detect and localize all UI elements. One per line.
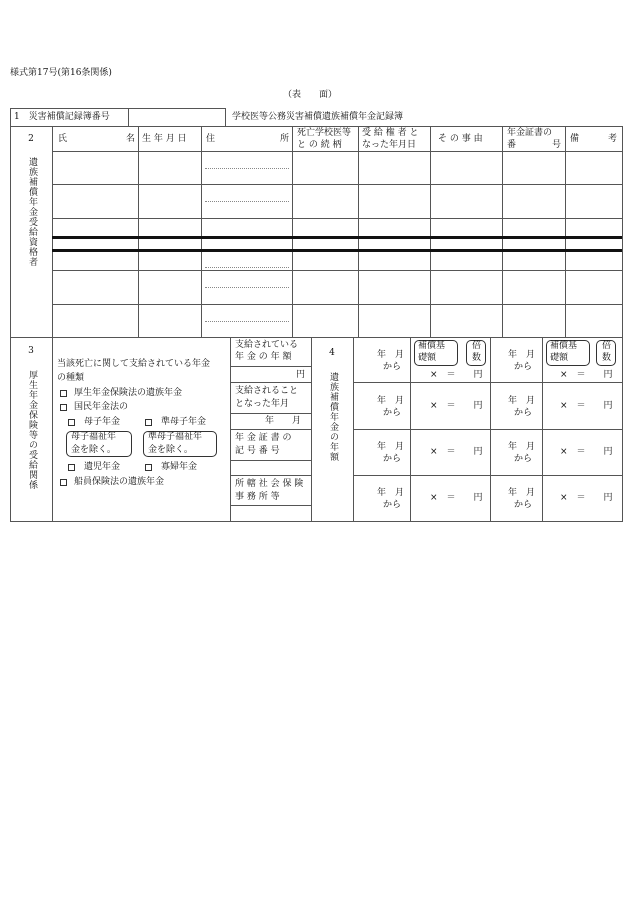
checkbox-national-pension[interactable] (60, 404, 67, 411)
base-label-2-left: 礎額 (418, 353, 437, 363)
s4-r1-formula-right: × ＝ 円 (560, 370, 613, 380)
mult-label-2-left: 数 (472, 353, 482, 363)
registry-number-label: 1 災害補償記録簿番号 (14, 112, 110, 122)
checkbox-widow[interactable] (145, 464, 152, 471)
note-2-line-1: 準母子福祉年 (148, 432, 203, 442)
s4-r1-ym-left: 年 月 (377, 350, 405, 360)
col-entitled-1: 受 給 権 者 と (362, 128, 419, 138)
base-label-2-right: 礎額 (550, 353, 569, 363)
s4-r3-from-right: から (514, 454, 533, 464)
document-title: 学校医等公務災害補償遺族補償年金記録簿 (232, 112, 404, 122)
s4-r3-ym-left: 年 月 (377, 442, 405, 452)
col-reason: そ の 事 由 (438, 134, 483, 144)
col-remarks-a: 備 (570, 134, 580, 144)
section2-label: 遺族補償年金受給資格者 (27, 157, 37, 267)
s4-r1-formula-left: × ＝ 円 (430, 370, 483, 380)
col-remarks-b: 考 (608, 134, 618, 144)
office-label-1: 所 轄 社 会 保 険 (235, 479, 304, 489)
section4-label: 遺族補償年金の年額 (328, 372, 338, 462)
note-2-line-2: 金を除く。 (148, 445, 193, 455)
section2-number: 2 (28, 134, 34, 144)
section4-number: 4 (329, 348, 335, 358)
col-relation-2: と の 続 柄 (297, 140, 342, 150)
since-label-1: 支給されること (235, 386, 299, 396)
s4-r4-ym-right: 年 月 (508, 488, 536, 498)
s4-r2-from-right: から (514, 408, 533, 418)
option-national-pension: 国民年金法の (74, 402, 129, 412)
checkbox-seamen[interactable] (60, 479, 67, 486)
note-1-line-1: 母子福祉年 (71, 432, 117, 442)
cert-label-1: 年 金 証 書 の (235, 433, 292, 443)
option-mother-child: 母子年金 (84, 417, 121, 427)
s4-r2-from-left: から (383, 408, 402, 418)
office-label-2: 事 務 所 等 (235, 492, 280, 502)
s4-r2-formula-right: × ＝ 円 (560, 401, 613, 411)
option-orphan: 遺児年金 (84, 462, 121, 472)
form-number: 様式第17号(第16条関係) (10, 68, 112, 78)
col-relation-1: 死亡学校医等 (297, 128, 352, 138)
s4-r1-ym-right: 年 月 (508, 350, 536, 360)
checkbox-quasi-mother-child[interactable] (145, 419, 152, 426)
amount-label-1: 支給されている (235, 340, 299, 350)
pension-question-1: 当該死亡に関して支給されている年金 (57, 359, 211, 369)
mult-label-1-right: 倍 (602, 341, 612, 351)
col-cert-2a: 番 (507, 140, 517, 150)
col-address-b: 所 (280, 134, 290, 144)
base-label-1-left: 補償基 (418, 341, 446, 351)
s4-r4-from-right: から (514, 500, 533, 510)
checkbox-orphan[interactable] (68, 464, 75, 471)
amount-label-2: 年 金 の 年 額 (235, 352, 292, 362)
option-seamen: 船員保険法の遺族年金 (74, 477, 165, 487)
col-address-a: 住 (206, 134, 216, 144)
note-1-line-2: 金を除く。 (71, 445, 116, 455)
col-name-a: 氏 (58, 134, 68, 144)
s4-r3-from-left: から (383, 454, 402, 464)
mult-label-2-right: 数 (602, 353, 612, 363)
s4-r1-from-left: から (383, 362, 402, 372)
s4-r4-formula-left: × ＝ 円 (430, 493, 483, 503)
col-birth: 生 年 月 日 (142, 134, 187, 144)
amount-yen: 円 (296, 370, 306, 380)
s4-r3-ym-right: 年 月 (508, 442, 536, 452)
s4-r2-ym-right: 年 月 (508, 396, 536, 406)
option-employee-pension: 厚生年金保険法の遺族年金 (74, 388, 183, 398)
side-label: （表 面） (282, 90, 337, 100)
section3-label: 厚生年金保険等の受給関係 (27, 370, 37, 490)
s4-r4-ym-left: 年 月 (377, 488, 405, 498)
separator-bar-bottom (52, 249, 622, 252)
col-entitled-2: なった年月日 (362, 140, 417, 150)
mult-label-1-left: 倍 (472, 341, 482, 351)
option-quasi-mother-child: 準母子年金 (161, 417, 207, 427)
base-label-1-right: 補償基 (550, 341, 578, 351)
checkbox-employee-pension[interactable] (60, 390, 67, 397)
s4-r2-formula-left: × ＝ 円 (430, 401, 483, 411)
s4-r3-formula-left: × ＝ 円 (430, 447, 483, 457)
since-year-month: 年 月 (265, 416, 302, 426)
col-name-b: 名 (126, 134, 136, 144)
col-cert-1: 年金証書の (507, 128, 553, 138)
since-label-2: となった年月 (235, 399, 290, 409)
pension-question-2: の種類 (57, 373, 85, 383)
s4-r1-from-right: から (514, 362, 533, 372)
col-cert-2b: 号 (552, 140, 562, 150)
s4-r4-from-left: から (383, 500, 402, 510)
section3-number: 3 (28, 346, 34, 356)
registry-number-field[interactable] (129, 109, 224, 126)
checkbox-mother-child[interactable] (68, 419, 75, 426)
option-widow: 寡婦年金 (161, 462, 198, 472)
separator-bar-top (52, 236, 622, 239)
s4-r3-formula-right: × ＝ 円 (560, 447, 613, 457)
s4-r4-formula-right: × ＝ 円 (560, 493, 613, 503)
s4-r2-ym-left: 年 月 (377, 396, 405, 406)
cert-label-2: 記 号 番 号 (235, 446, 280, 456)
